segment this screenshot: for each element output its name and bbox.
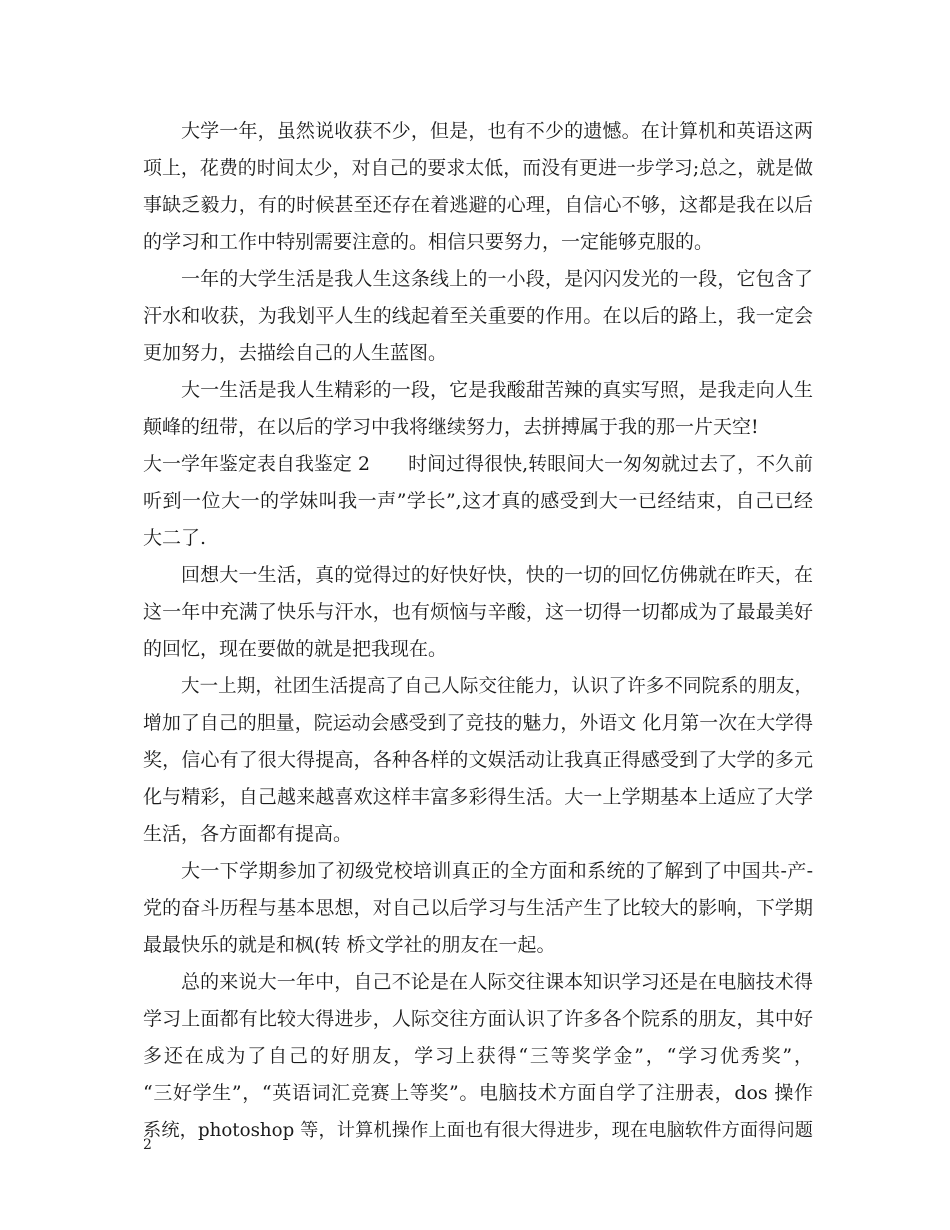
text-line: 回想大一生活，真的觉得过的好快好快，快的一切的回忆仿佛就在昨天，在 <box>181 564 813 586</box>
text-line: 的回忆，现在要做的就是把我现在。 <box>143 638 448 660</box>
text-line: 多还在成为了自己的好朋友，学习上获得“三等奖学金”，“学习优秀奖”， <box>143 1045 813 1067</box>
page-number: 2 <box>143 1137 152 1153</box>
text-line: 学习上面都有比较大得进步，人际交往方面认识了许多各个院系的朋友，其中好 <box>143 1008 813 1030</box>
text-line: 汗水和收获，为我划平人生的线起着至关重要的作用。在以后的路上，我一定会 <box>143 305 813 327</box>
text-line: 事缺乏毅力，有的时候甚至还存在着逃避的心理，自信心不够，这都是我在以后 <box>143 194 813 216</box>
text-line: 最最快乐的就是和枫(转 桥文学社的朋友在一起。 <box>143 934 556 956</box>
text-line: 大一生活是我人生精彩的一段，它是我酸甜苦辣的真实写照，是我走向人生 <box>181 379 813 401</box>
text-line: 更加努力，去描绘自己的人生蓝图。 <box>143 342 448 364</box>
text-line: 化与精彩，自己越来越喜欢这样丰富多彩得生活。大一上学期基本上适应了大学 <box>143 786 813 808</box>
text-line: 这一年中充满了快乐与汗水，也有烦恼与辛酸，这一切得一切都成为了最最美好 <box>143 601 813 623</box>
text-line: 生活，各方面都有提高。 <box>143 823 353 845</box>
text-line: 党的奋斗历程与基本思想，对自己以后学习与生活产生了比较大的影响，下学期 <box>143 897 813 919</box>
text-line: 奖，信心有了很大得提高，各种各样的文娱活动让我真正得感受到了大学的多元 <box>143 749 813 771</box>
text-line: 大学一年，虽然说收获不少，但是，也有不少的遗憾。在计算机和英语这两 <box>181 120 813 142</box>
text-line: 系统，photoshop 等，计算机操作上面也有很大得进步，现在电脑软件方面得问题 <box>143 1120 813 1141</box>
text-line: 听到一位大一的学妹叫我一声”学长”,这才真的感受到大一已经结束，自己已经 <box>143 490 813 512</box>
text-line: 大一下学期参加了初级党校培训真正的全方面和系统的了解到了中国共-产- <box>181 860 813 882</box>
text-line: 大一学年鉴定表自我鉴定 2 时间过得很快,转眼间大一匆匆就过去了，不久前 <box>143 453 813 475</box>
text-line: 大二了. <box>143 527 207 549</box>
text-line: 的学习和工作中特别需要注意的。相信只要努力，一定能够克服的。 <box>143 231 714 253</box>
text-line: 一年的大学生活是我人生这条线上的一小段，是闪闪发光的一段，它包含了 <box>181 268 813 290</box>
text-line: “三好学生”，“英语词汇竞赛上等奖”。电脑技术方面自学了注册表，dos 操作 <box>143 1082 813 1104</box>
text-line: 项上，花费的时间太少，对自己的要求太低，而没有更进一步学习;总之，就是做 <box>143 157 813 179</box>
body-text <box>143 113 813 1149</box>
text-line: 总的来说大一年中，自己不论是在人际交往课本知识学习还是在电脑技术得 <box>181 971 813 993</box>
text-line: 大一上期，社团生活提高了自己人际交往能力，认识了许多不同院系的朋友， <box>181 676 813 697</box>
text-line: 颠峰的纽带，在以后的学习中我将继续努力，去拼搏属于我的那一片天空! <box>143 416 759 438</box>
text-line: 增加了自己的胆量，院运动会感受到了竞技的魅力，外语文 化月第一次在大学得 <box>143 712 813 734</box>
